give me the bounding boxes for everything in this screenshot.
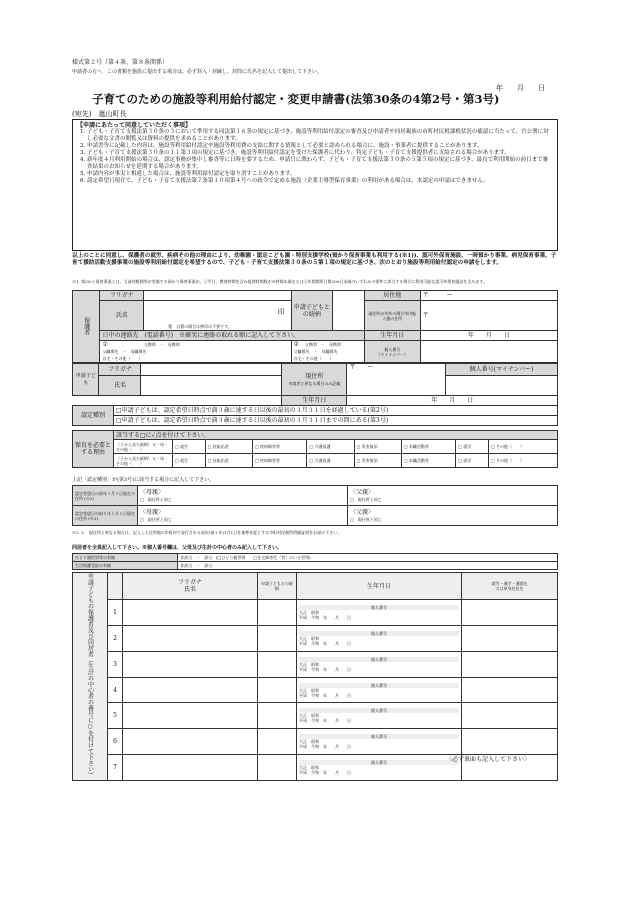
consent-item: 5. 申請内容が事実と相違した場合は、施設等利用給付認定を取り消すことがあります。 bbox=[87, 171, 553, 178]
welfare-label: 生活保護受給の有無 bbox=[73, 562, 178, 570]
single-parent-value[interactable]: 非該当 ・ 該当 (□ひとり親世帯 □在宅障害児（者）のいる世帯) bbox=[178, 554, 558, 562]
col-work: 就労・通学・通園先 又は単身赴任先 bbox=[462, 573, 558, 600]
consent-box bbox=[72, 119, 558, 251]
child-address-field[interactable]: 〒 ー bbox=[347, 364, 446, 396]
care-opt-jobseek[interactable]: □ 求職活動等 bbox=[401, 440, 455, 454]
household-row: 1 個人番号 大正 昭和 平成 令和 年 月 日 bbox=[73, 600, 558, 626]
child-mynumber-label: 個人番号(マイナンバー) bbox=[446, 364, 558, 376]
col-relation: 申請子どもとの続柄 bbox=[258, 573, 297, 600]
child-name-label: 氏名 bbox=[99, 376, 141, 396]
household-member-table bbox=[72, 572, 558, 781]
footer-note: 〈必ず裏面も記入して下さい〉 bbox=[446, 756, 531, 763]
other-address-postal[interactable]: 〒 bbox=[420, 301, 557, 331]
guardian-postal[interactable]: 〒 ー bbox=[420, 291, 557, 301]
care-opt-work[interactable]: □ 就労 bbox=[173, 454, 206, 468]
prior-2year-mother[interactable]: 〈母親〉 □ 現住所と同じ bbox=[138, 506, 348, 526]
consent-item: 6. 認定希望日現在で、子ども・子育て支援法第７条第１０項第４号への政令で定める施設（企業主導型保育事業）の利用がある場合は、本認定の申請はできません。 bbox=[87, 178, 553, 185]
child-mynumber-field[interactable] bbox=[446, 376, 558, 396]
household-row: 5 個人番号 大正 昭和 平成 令和 年 月 日 bbox=[73, 703, 558, 729]
prior-2year-father[interactable]: 〈父親〉 □ 現住所と同じ bbox=[348, 506, 558, 526]
guardian-table bbox=[72, 290, 558, 363]
child-furigana-label: フリガナ bbox=[99, 364, 141, 376]
care-opt-disaster[interactable]: □ 災害復旧 bbox=[354, 454, 401, 468]
household-row: 3 個人番号 大正 昭和 平成 令和 年 月 日 bbox=[73, 651, 558, 677]
care-opt-birth[interactable]: □ 妊娠出産 bbox=[205, 440, 252, 454]
consent-heading: 【申請にあたって同意していただく事項】 bbox=[77, 122, 192, 129]
contact-2[interactable]: ② 父携帯 ・ 母携帯 父職場先 ・ 母職場先 自宅・その他（ ） bbox=[291, 341, 364, 363]
contact-heading: 日中の連絡先 (電話番号) ※確実に連絡の取れる順に記入して下さい。 bbox=[100, 331, 364, 341]
guardian-relation-field[interactable] bbox=[333, 291, 365, 331]
guardian-furigana-field[interactable] bbox=[144, 291, 291, 301]
household-status-table bbox=[72, 553, 558, 570]
prior-year-label: 認定希望日の前年１月１日現在の住所 (※2) bbox=[73, 486, 138, 506]
child-address-label: 現住所 申請者と異なる場合のみ記載 bbox=[282, 364, 347, 396]
guardian-relation-label: 申請子どもとの続柄 bbox=[291, 291, 333, 331]
single-parent-label: ひとり親世帯等の有無 bbox=[73, 554, 178, 562]
welfare-value[interactable]: 非該当 ・ 該当 bbox=[178, 562, 558, 570]
consent-item: 4. 新年度４月利用開始の場合は、認定事務が集中し審査等に日時を要するため、申請日に関わらず、子ども・子育て支援法第３０条の５第５項の規定に基づき、最長で利用開始の前日まで審査結果のお知らせを延期する場合があります。 bbox=[87, 157, 553, 171]
care-opt-jobseek[interactable]: □ 求職活動等 bbox=[401, 454, 455, 468]
consent-item: 3. 子ども・子育て支援法第３０条の１１第３項の規定に基づき、施設等利用給付認定を受けた保護者に代わり、特定子ども・子育て支援提供者に支給される場合があります。 bbox=[87, 150, 553, 157]
other-address-label: 現住所が市外の場合市内転入後の住所 bbox=[364, 301, 420, 331]
consent-item: 1. 子ども・子育て支援法第３０条の３において準用する同法第１６条の規定に基づき、施設等利用給付認定の審査及び申請者や同居親族の市町村民税課税状況の確認に当たって、官公署に対し必要な文書の閲覧又は資料の提供を求めることがあります。 bbox=[87, 129, 553, 143]
applicant-notice: 申請者の方へ この書類を施設に提出する場合は、必ず封入・封緘し、封筒に氏名を記入して提出して下さい。 bbox=[72, 69, 323, 75]
care-table bbox=[72, 430, 558, 468]
child-birth-field[interactable]: 年 月 日 bbox=[347, 396, 558, 406]
child-table bbox=[72, 363, 558, 406]
addressee: (宛先) 嵐山町長 bbox=[72, 110, 127, 118]
care-label: 保育を必要とする理由 bbox=[73, 431, 114, 468]
col-name: フリガナ 氏名 bbox=[123, 573, 258, 600]
prior-address-table bbox=[72, 485, 558, 526]
care-opt-nursing[interactable]: □ 介護看護 bbox=[307, 454, 354, 468]
guardian-birth-label: 生年月日 bbox=[364, 331, 420, 341]
note-2: ※2. 3. 現住所と異なる場合は、記入した住所地の市町村で発行される前年(前々年)1月1日を基準年度とする市町村民税所得額証明をお届け下さい。 bbox=[72, 530, 342, 535]
cert-table bbox=[72, 405, 558, 426]
care-opt-disaster[interactable]: □ 災害復旧 bbox=[354, 440, 401, 454]
child-section-label: 申請子ども bbox=[73, 364, 99, 396]
child-furigana-field[interactable] bbox=[141, 364, 282, 376]
care-instruction: 該当する□に✓点を付けて下さい。 bbox=[114, 431, 558, 440]
reason-paragraph: 以上のことに同意し、保護者の就労、疾病その他の理由により、幼稚園・認定こども園・特別支援学校(預かり保育事業も利用する(※1))、認可外保育施設、一時預かり事業、病児保育事業、子育て援助活動支援事業の施設等利用給付認定を希望するので、子ども・子育て支援法第３０条の５第１項の規定に基づき、次のとおり施設等利用給付認定の申請をします。 bbox=[72, 253, 557, 266]
care-opt-other[interactable]: □ その他（ ） bbox=[489, 454, 558, 468]
household-row: 4 個人番号 大正 昭和 平成 令和 年 月 日 bbox=[73, 677, 558, 703]
cert-option-2[interactable]: □申請子どもは、認定希望日時点で満３歳に達する日以後の最初の３月３１日を経過している(第2号) bbox=[114, 406, 558, 416]
col-birth: 生年月日 bbox=[297, 573, 462, 600]
date-line: 年 月 日 bbox=[496, 84, 545, 92]
consent-item: 2. 申請書等に記載した内容は、施設等利用給付認定や施設等利用費の支給に関する情報として必要と認められる場合に、施設・事業者に提供することがあります。 bbox=[87, 143, 553, 150]
care-opt-nursing[interactable]: □ 介護看護 bbox=[307, 440, 354, 454]
page-title: 子育てのための施設等利用給付認定・変更申請書(法第30条の4第2号・第3号) bbox=[92, 92, 500, 106]
note-1: ※1. 第3から保育事業とは、当該幼稚園等が実施する預かり保育事業が、①平日、教育時間を含み提供時間数が８時間未満または②年間開所日数200日未満のいずれかの要件に該当する場合に利用可能な認可外保育施設を含みます。 bbox=[72, 279, 487, 284]
care-relation-2[interactable]: （子から見た続柄）父・母・その他（ ） bbox=[114, 454, 173, 468]
household-heading: 同居者を全員記入して下さい。※個人番号欄は、父母及び生計の中心者のみ記入して下さい。 bbox=[72, 545, 283, 551]
cert-option-3[interactable]: □申請子どもは、認定希望日時点で満３歳に達する日以後の最初の３月３１日までの間にある(第3号) bbox=[114, 416, 558, 426]
prior-year-father[interactable]: 〈父親〉 □ 現住所と同じ bbox=[348, 486, 558, 506]
care-opt-school[interactable]: □ 就学 bbox=[456, 440, 489, 454]
care-opt-illness[interactable]: □ 疾病障害等 bbox=[252, 454, 306, 468]
seal-mark: 印 bbox=[277, 308, 285, 316]
care-opt-school[interactable]: □ 就学 bbox=[456, 454, 489, 468]
form-id: 様式第２号（第４条、第８条関係） bbox=[72, 59, 169, 66]
household-row: 7 個人番号 大正 昭和 平成 令和 年 月 日 bbox=[73, 755, 558, 781]
prior-2year-label: 認定希望日の前々年１月１日現在の住所 (※2) bbox=[73, 506, 138, 526]
guardian-section-label: 保護者 bbox=[73, 291, 100, 363]
care-opt-illness[interactable]: □ 疾病障害等 bbox=[252, 440, 306, 454]
cert-label: 認定種別 bbox=[73, 406, 114, 426]
care-relation-1[interactable]: （子から見た続柄）父・母・その他（ ） bbox=[114, 440, 173, 454]
household-row: 6 個人番号 大正 昭和 平成 令和 年 月 日 bbox=[73, 729, 558, 755]
guardian-mynumber-field[interactable] bbox=[420, 341, 557, 363]
child-name-field[interactable] bbox=[141, 376, 282, 396]
care-opt-work[interactable]: □ 就労 bbox=[173, 440, 206, 454]
guardian-furigana-label: フリガナ bbox=[100, 291, 144, 301]
guardian-birth-field[interactable]: 年 月 日 bbox=[420, 331, 557, 341]
guardian-name-label: 氏名 bbox=[100, 301, 144, 331]
seal-note: 署 自署の場合は押印は不要です。 bbox=[168, 324, 232, 329]
care-opt-birth[interactable]: □ 妊娠出産 bbox=[205, 454, 252, 468]
child-birth-label: 生年月日 bbox=[282, 396, 347, 406]
household-row: 2 個人番号 大正 昭和 平成 令和 年 月 日 bbox=[73, 625, 558, 651]
care-opt-other[interactable]: □ その他（ ） bbox=[489, 440, 558, 454]
household-side-label: 申請子どもの保護者及び同居者（生計の中心者の番号に○を付けて下さい） bbox=[73, 573, 108, 781]
sub-heading: 上記「認定種別」が(第3号)に該当する場合に記入して下さい。 bbox=[72, 477, 215, 483]
guardian-mynumber-label: 個人番号 （マイナンバー） bbox=[364, 341, 420, 363]
guardian-address-label: 居住地 bbox=[364, 291, 420, 301]
contact-1[interactable]: ① 父携帯 ・ 母携帯 父職場先 ・ 母職場先 自宅・その他（ ） bbox=[100, 341, 291, 363]
guardian-name-field[interactable] bbox=[144, 301, 291, 331]
prior-year-mother[interactable]: 〈母親〉 □ 現住所と同じ bbox=[138, 486, 348, 506]
